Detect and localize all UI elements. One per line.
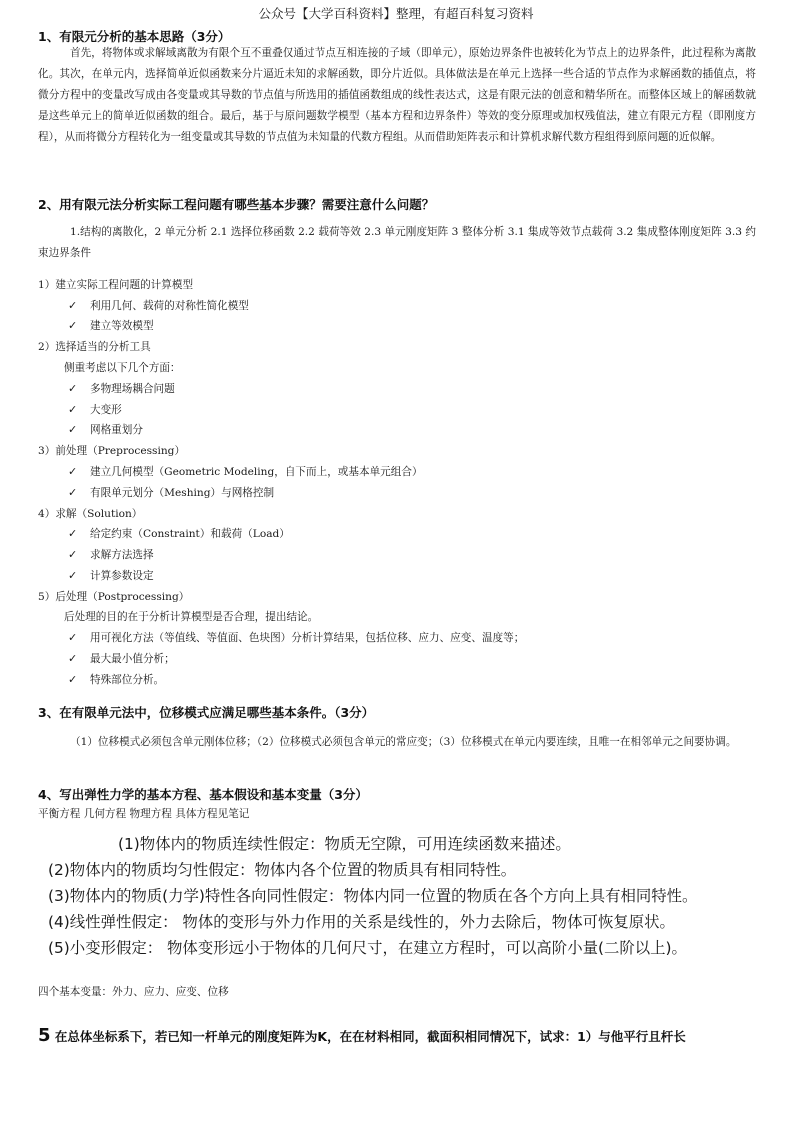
- step-1-item-1: ✓ 利用几何、载荷的对称性简化模型: [68, 299, 249, 312]
- check-icon: ✓: [68, 423, 78, 436]
- assumption-4: (4)线性弹性假定： 物体的变形与外力作用的关系是线性的，外力去除后，物体可恢复原状。: [48, 913, 675, 931]
- check-icon: ✓: [68, 465, 78, 478]
- step-5-note: 后处理的目的在于分析计算模型是否合理，提出结论。: [64, 611, 319, 623]
- page-header: 公众号【大学百科资料】整理，有超百科复习资料: [258, 6, 534, 21]
- check-icon: ✓: [68, 631, 78, 644]
- section-2-title: 2、用有限元法分析实际工程问题有哪些基本步骤？需要注意什么问题？: [38, 197, 435, 212]
- check-icon: ✓: [68, 527, 78, 540]
- step-4-item-2: ✓ 求解方法选择: [68, 548, 154, 561]
- section-4-variables: 四个基本变量：外力、应力、应变、位移: [38, 986, 229, 998]
- step-4-label: 4）求解（Solution）: [38, 508, 143, 520]
- step-2-item-3: ✓ 网格重划分: [68, 423, 143, 436]
- step-1-item-2: ✓ 建立等效模型: [68, 319, 154, 332]
- step-2-note: 侧重考虑以下几个方面：: [64, 362, 181, 374]
- check-icon: ✓: [68, 299, 78, 312]
- check-icon: ✓: [68, 548, 78, 561]
- step-3-label: 3）前处理（Preprocessing）: [38, 445, 186, 457]
- section-2-intro: 1.结构的离散化，2 单元分析 2.1 选择位移函数 2.2 载荷等效 2.3 单元刚度矩阵 3 整体分析 3.1 集成等效节点载荷 3.2 集成整体刚度矩阵 3.3 约束边界条件: [38, 226, 756, 259]
- check-icon: ✓: [68, 486, 78, 499]
- section-1-body: 首先，将物体或求解域离散为有限个互不重叠仅通过节点互相连接的子域（即单元），原始边界条件也被转化为节点上的边界条件，此过程称为离散化。其次，在单元内，选择简单近似函数来分片逼近未知的求解函数，即分片近似。具体做法是在单元上选择一些合适的节点作为求解函数的插值点，将微分方程中的变量改写成由各变量或其导数的节点值与所选用的插值函数组成的线性表达式，这是有限元法的创意和精华所在。而整体区域上的解函数就是这些单元上的简单近似函数的组合。最后，基于与原问题数学模型（基本方程和边界条件）等效的变分原理或加权残值法，建立有限元方程（即刚度方程），从而将微分方程转化为一组变量或其导数的节点值为未知量的代数方程组。从而借助矩阵表示和计算机求解代数方程组得到原问题的近似解。: [38, 47, 756, 143]
- step-5-item-2: ✓ 最大最小值分析；: [68, 652, 175, 665]
- check-icon: ✓: [68, 319, 78, 332]
- assumption-1: (1)物体内的物质连续性假定：物质无空隙，可用连续函数来描述。: [118, 835, 571, 853]
- assumption-2: (2)物体内的物质均匀性假定：物体内各个位置的物质具有相同特性。: [48, 861, 517, 879]
- step-1-label: 1）建立实际工程问题的计算模型: [38, 279, 194, 291]
- section-5-text: 在总体坐标系下，若已知一杆单元的刚度矩阵为K，在在材料相同，截面积相同情况下，试求：1）与他平行且杆长: [54, 1029, 686, 1044]
- step-3-item-1: ✓ 建立几何模型（Geometric Modeling，自下而上，或基本单元组合）: [68, 465, 423, 478]
- section-1-title: 1、有限元分析的基本思路（3分）: [38, 29, 231, 44]
- step-4-item-1: ✓ 给定约束（Constraint）和载荷（Load）: [68, 527, 290, 540]
- section-5-number: 5: [38, 1025, 51, 1046]
- check-icon: ✓: [68, 569, 78, 582]
- check-icon: ✓: [68, 652, 78, 665]
- step-5-item-3: ✓ 特殊部位分析。: [68, 673, 165, 686]
- section-3-title: 3、在有限单元法中，位移模式应满足哪些基本条件。（3分）: [38, 705, 375, 720]
- assumption-3: (3)物体内的物质(力学)特性各向同性假定：物体内同一位置的物质在各个方向上具有相同特性。: [48, 887, 698, 905]
- step-4-item-3: ✓ 计算参数设定: [68, 569, 154, 582]
- check-icon: ✓: [68, 382, 78, 395]
- section-5-heading: [38, 1025, 686, 1046]
- check-icon: ✓: [68, 673, 78, 686]
- step-2-label: 2）选择适当的分析工具: [38, 341, 151, 353]
- step-5-label: 5）后处理（Postprocessing）: [38, 591, 190, 603]
- assumption-5: (5)小变形假定： 物体变形远小于物体的几何尺寸，在建立方程时，可以高阶小量(二阶以上)。: [48, 939, 687, 957]
- step-2-item-2: ✓ 大变形: [68, 403, 122, 416]
- section-3-body: （1）位移模式必须包含单元刚体位移；（2）位移模式必须包含单元的常应变；（3）位移模式在单元内要连续，且唯一在相邻单元之间要协调。: [70, 736, 737, 748]
- check-icon: ✓: [68, 403, 78, 416]
- step-3-item-2: ✓ 有限单元划分（Meshing）与网格控制: [68, 486, 275, 499]
- section-4-equations: 平衡方程 几何方程 物理方程 具体方程见笔记: [38, 808, 250, 820]
- step-2-item-1: ✓ 多物理场耦合问题: [68, 382, 175, 395]
- step-5-item-1: ✓ 用可视化方法（等值线、等值面、色块图）分析计算结果，包括位移、应力、应变、温度等；: [68, 631, 525, 644]
- section-4-title: 4、写出弹性力学的基本方程、基本假设和基本变量（3分）: [38, 787, 368, 802]
